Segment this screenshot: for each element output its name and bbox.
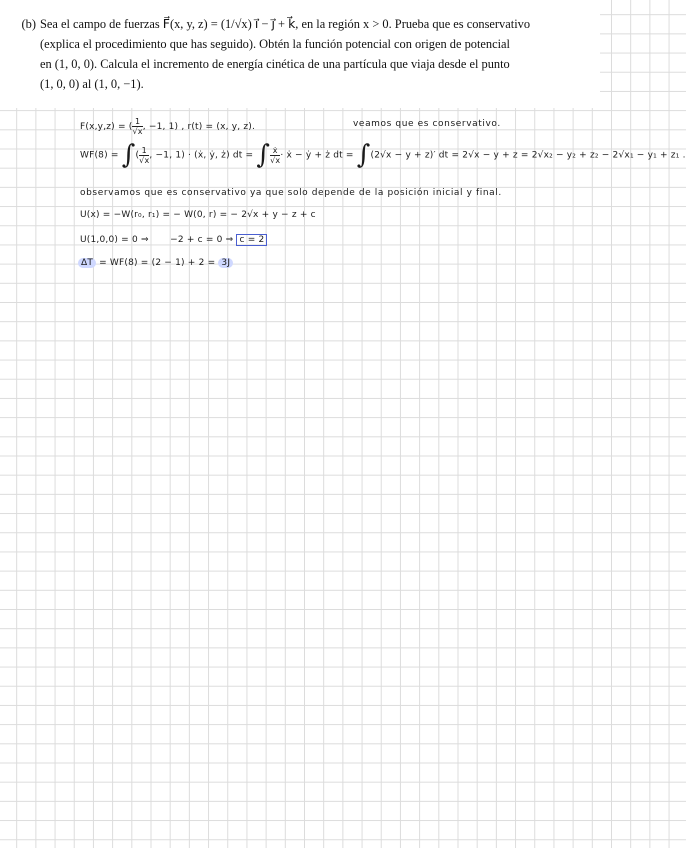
check-heading: veamos que es conservativo.: [353, 119, 501, 129]
frac2-num: ẋ: [270, 146, 280, 156]
integral-sign-1: ∫: [121, 140, 136, 170]
field-fraction: [132, 117, 142, 136]
integrand2-fraction: [270, 146, 280, 165]
potential-function: U(x) = −W(r₀, r₁) = − W(0, r) = − 2√x + y − z + c: [80, 210, 316, 220]
frac-num: 1: [132, 117, 142, 127]
integral-sign-2: ∫: [256, 140, 271, 170]
field-text-rest: , −1, 1) , r(t) = (x, y, z).: [142, 122, 256, 132]
problem-statement: [0, 0, 600, 108]
integrand2-rest: · ẋ − ẏ + ż dt =: [280, 150, 354, 161]
kinetic-energy-increment: [78, 258, 233, 268]
conservative-conclusion: observamos que es conservativo ya que solo depende de la posición inicial y final.: [80, 188, 502, 198]
frac-den: √x: [132, 127, 143, 136]
problem-label: (b): [21, 17, 36, 31]
problem-line-3: en (1, 0, 0). Calcula el incremento de energía cinética de una partícula que viaja desde el punto: [40, 57, 510, 71]
delta-t-highlight: ΔT: [78, 258, 96, 268]
frac-num-2: 1: [139, 146, 149, 156]
result-highlight: 3J: [218, 258, 233, 268]
potential-condition: [80, 235, 267, 245]
integrand3: (2√x − y + z)′ dt = 2√x − y + z = 2√x₂ − y₂ + z₂ − 2√x₁ − y₁ + z₁ .: [370, 150, 686, 161]
problem-line-2: (explica el procedimiento que has seguido). Obtén la función potencial con origen de potencial: [40, 37, 510, 51]
frac2-den: √x: [270, 155, 281, 165]
work-integral-line: [80, 142, 686, 168]
frac-den-2: √x: [139, 155, 150, 165]
field-text: F(x,y,z) = (: [80, 122, 133, 132]
problem-line-4: (1, 0, 0) al (1, 0, −1).: [40, 77, 144, 91]
delta-mid: = WF(8) = (2 − 1) + 2 =: [99, 258, 216, 268]
condition-lhs: U(1,0,0) = 0 ⇒: [80, 235, 149, 245]
field-definition: [80, 117, 255, 136]
condition-eq: −2 + c = 0 ⇒: [170, 235, 234, 245]
constant-result-box: c = 2: [236, 234, 267, 246]
work-lhs: WF(8) =: [80, 150, 119, 161]
problem-text: [21, 14, 565, 94]
integral-sign-3: ∫: [356, 140, 371, 170]
integrand-fraction: [139, 146, 149, 165]
integrand-rest: , −1, 1) · (ẋ, ẏ, ż) dt =: [149, 150, 254, 161]
problem-line-1: Sea el campo de fuerzas F⃗(x, y, z) = (1/√x) i⃗ − j⃗ + k⃗, en la región x > 0. Prueba que es conservativo: [40, 17, 531, 31]
integrand-open: (: [135, 150, 140, 161]
